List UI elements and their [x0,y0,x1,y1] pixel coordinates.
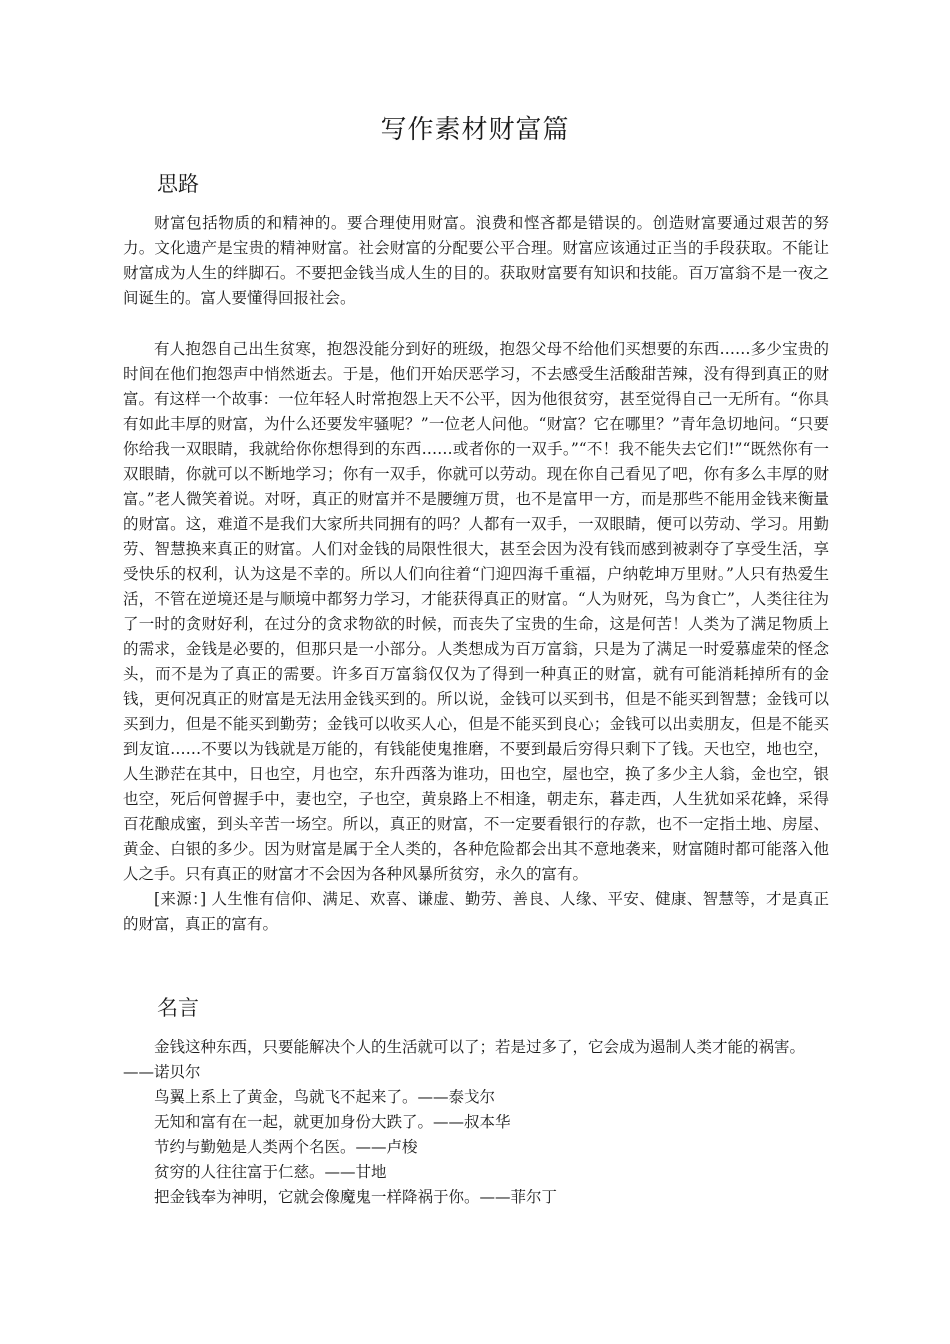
source-paragraph: [来源：] 人生惟有信仰、满足、欢喜、谦虚、勤劳、善良、人缘、平安、健康、智慧等，才是真正的财富，真正的富有。 [123,890,829,933]
quote-item: 无知和富有在一起，就更加身份大跌了。——叔本华 [154,1113,511,1131]
quote-item: 节约与勤勉是人类两个名医。——卢梭 [154,1138,418,1156]
quote-item: 金钱这种东西，只要能解决个人的生活就可以了；若是过多了，它会成为遏制人类才能的祸害。——诺贝尔 [123,1038,806,1081]
essay-paragraph: 有人抱怨自己出生贫寒，抱怨没能分到好的班级，抱怨父母不给他们买想要的东西……多少宝贵的时间在他们抱怨声中悄然逝去。于是，他们开始厌恶学习，不去感受生活酸甜苦辣，没有得到真正的财富。有这样一个故事：一位年轻人时常抱怨上天不公平，因为他很贫穷，甚至觉得自己一无所有。“你具有如此丰厚的财富，为什么还要发牢骚呢？”一位老人问他。“财富？它在哪里？”青年急切地问。“只要你给我一双眼睛，我就给你你想得到的东西……或者你的一双手。”“不！我不能失去它们!”“既然你有一双眼睛，你就可以不断地学习；你有一双手，你就可以劳动。现在你自己看见了吧，你有多么丰厚的财富。”老人微笑着说。对呀，真正的财富并不是腰缠万贯，也不是富甲一方，而是那些不能用金钱来衡量的财富。这，难道不是我们大家所共同拥有的吗？人都有一双手，一双眼睛，便可以劳动、学习。用勤劳、智慧换来真正的财富。人们对金钱的局限性很大，甚至会因为没有钱而感到被剥夺了享受生活，享受快乐的权利，认为这是不幸的。所以人们向往着“门迎四海千重福，户纳乾坤万里财。”人只有热爱生活，不管在逆境还是与顺境中都努力学习，才能获得真正的财富。“人为财死，鸟为食亡”，人类往往为了一时的贪财好利，在过分的贪求物欲的时候，而丧失了宝贵的生命，这是何苦！人类为了满足物质上的需求，金钱是必要的，但那只是一小部分。人类想成为百万富翁，只是为了满足一时爱慕虚荣的怪念头，而不是为了真正的需要。许多百万富翁仅仅为了得到一种真正的财富，就有可能消耗掉所有的金钱，更何况真正的财富是无法用金钱买到的。所以说，金钱可以买到书，但是不能买到智慧；金钱可以买到力，但是不能买到勤劳；金钱可以收买人心，但是不能买到良心；金钱可以出卖朋友，但是不能买到友谊……不要以为钱就是万能的，有钱能使鬼推磨，不要到最后穷得只剩下了钱。天也空，地也空，人生渺茫在其中，日也空，月也空，东升西落为谁功，田也空，屋也空，换了多少主人翁，金也空，银也空，死后何曾握手中，妻也空，子也空，黄泉路上不相逢，朝走东，暮走西，人生犹如采花蜂，采得百花酿成蜜，到头辛苦一场空。所以，真正的财富，不一定要看银行的存款，也不一定指土地、房屋、黄金、白银的多少。因为财富是属于全人类的，各种危险都会出其不意地袭来，财富随时都可能落入他人之手。只有真正的财富才不会因为各种风暴所贫穷，永久的富有。 [123,340,829,883]
document-title: 写作素材财富篇 [380,115,570,145]
quote-item: 鸟翼上系上了黄金，鸟就飞不起来了。——泰戈尔 [154,1088,496,1106]
essay-section [123,337,829,937]
heading-thinking: 思路 [157,172,199,196]
thinking-section [123,211,829,311]
heading-quotes: 名言 [157,996,199,1020]
quote-item: 贫穷的人往往富于仁慈。——甘地 [154,1163,387,1181]
quote-item: 把金钱奉为神明，它就会像魔鬼一样降祸于你。——菲尔丁 [154,1188,558,1206]
quotes-list [123,1035,829,1210]
thinking-paragraph: 财富包括物质的和精神的。要合理使用财富。浪费和悭吝都是错误的。创造财富要通过艰苦的努力。文化遗产是宝贵的精神财富。社会财富的分配要公平合理。财富应该通过正当的手段获取。不能让财富成为人生的绊脚石。不要把金钱当成人生的目的。获取财富要有知识和技能。百万富翁不是一夜之间诞生的。富人要懂得回报社会。 [123,214,829,307]
